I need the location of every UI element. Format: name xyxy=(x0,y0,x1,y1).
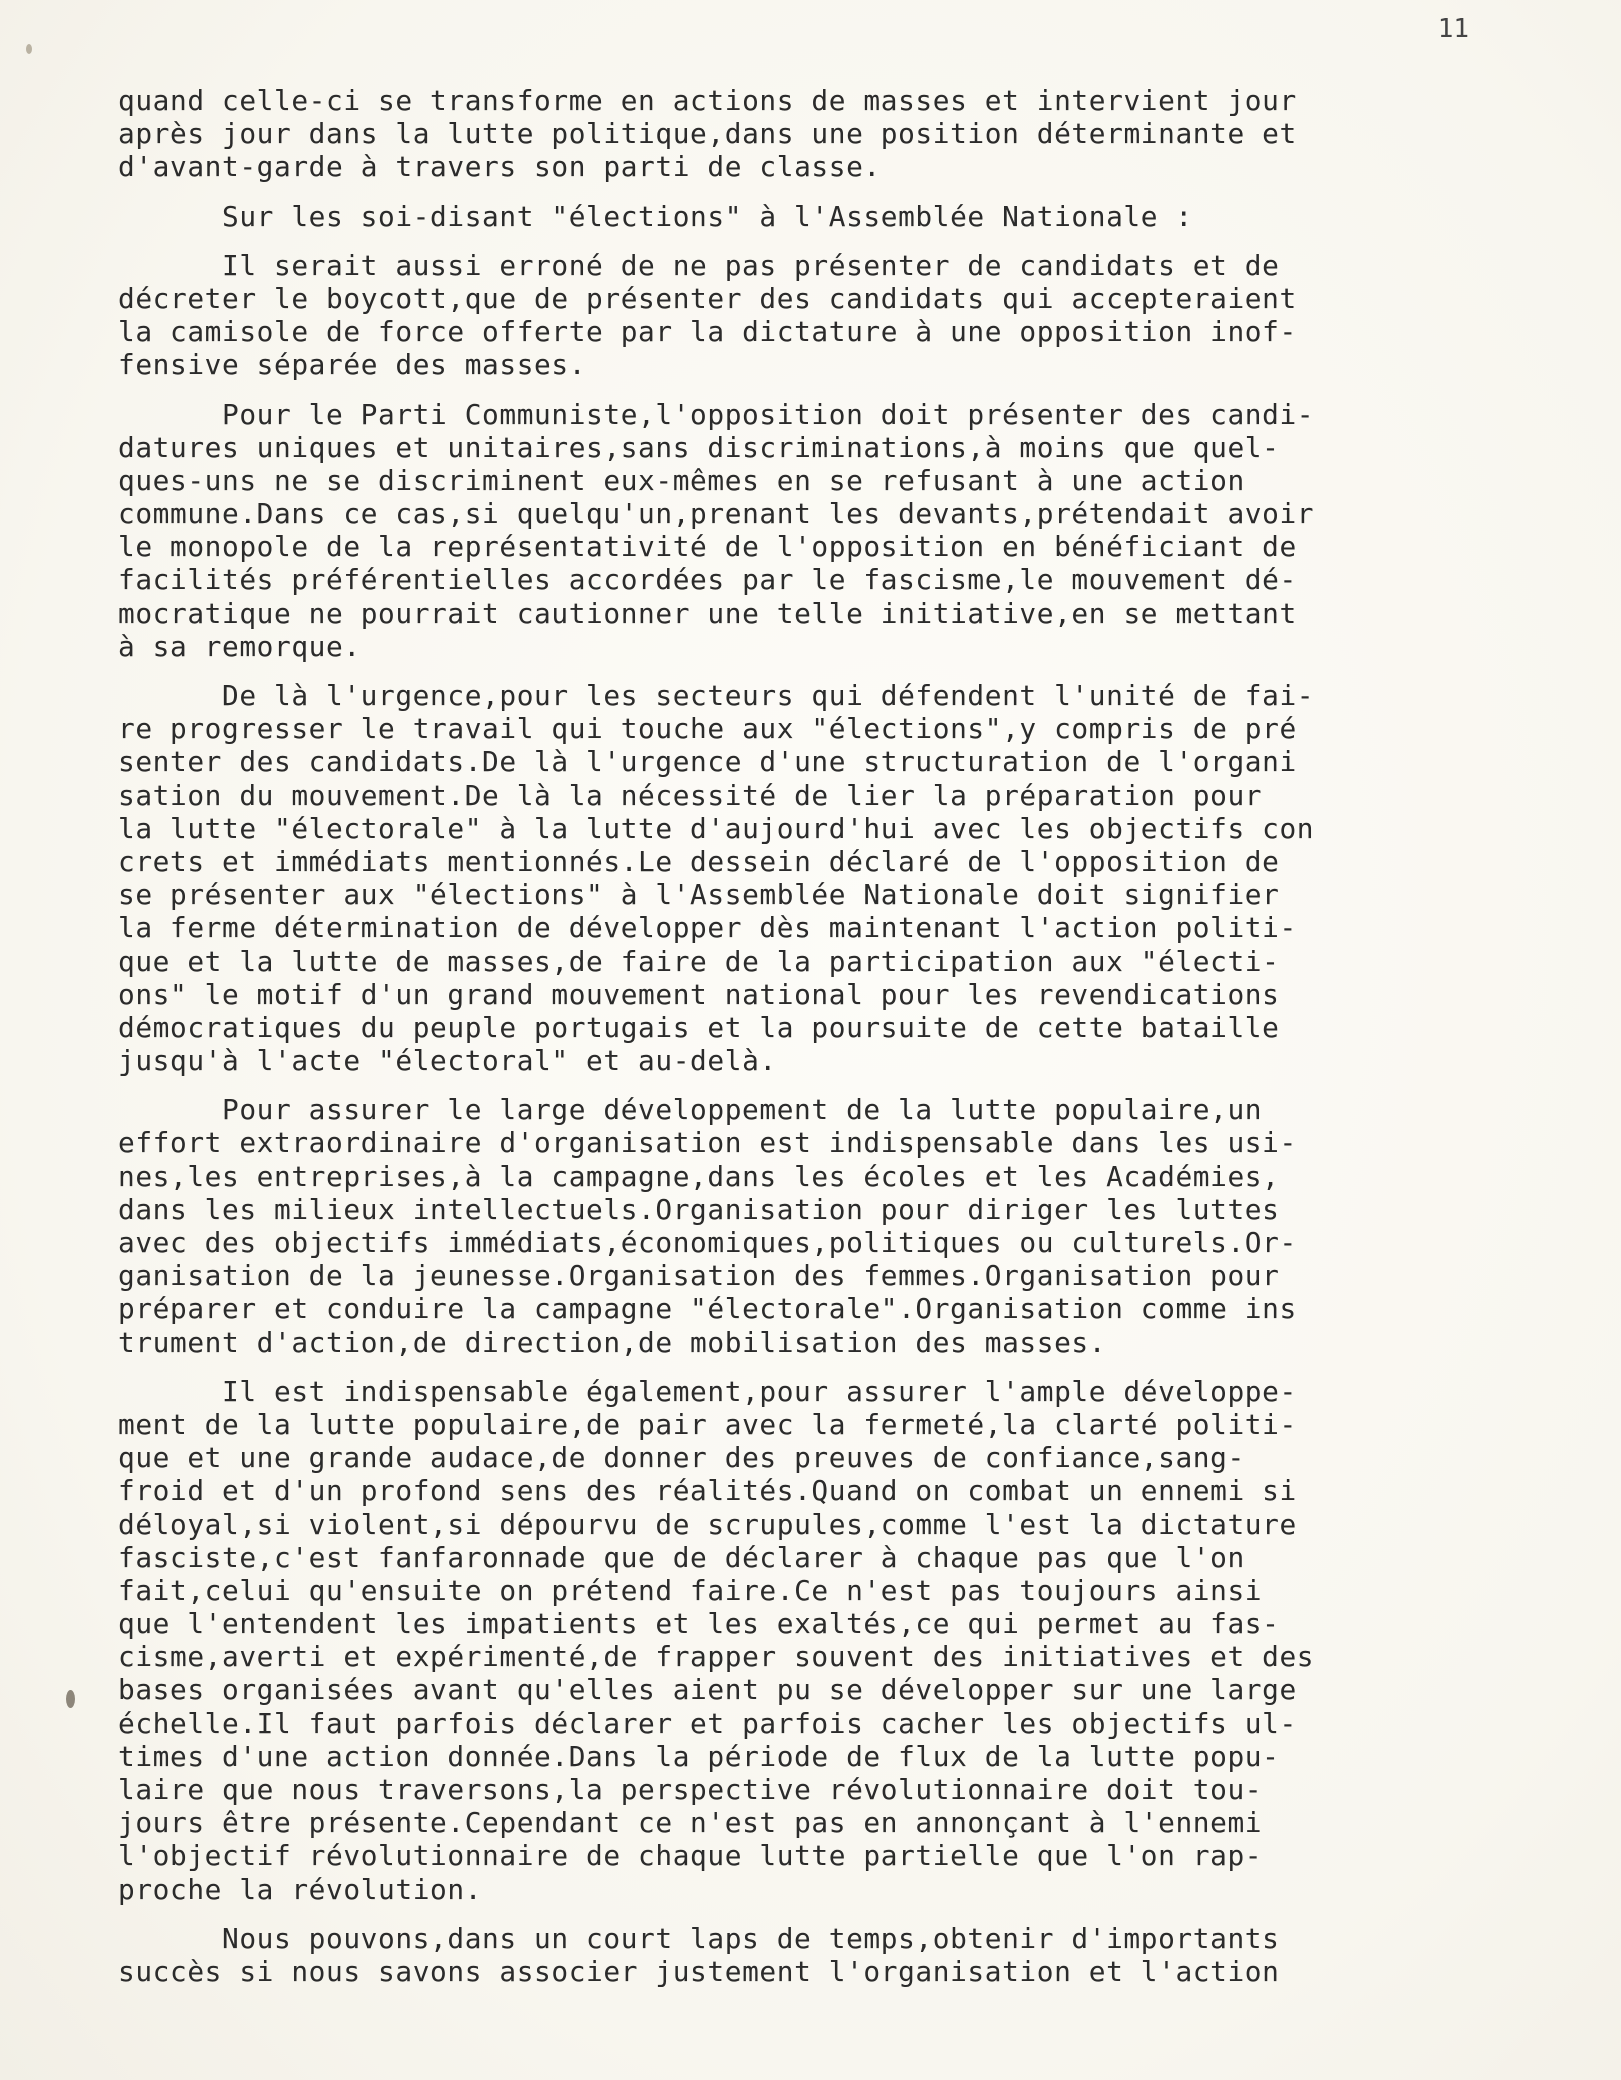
text-line: Pour assurer le large développement de la lutte populaire,un xyxy=(222,1093,1263,1127)
page-number: 11 xyxy=(1437,14,1469,44)
text-line: commune.Dans ce cas,si quelqu'un,prenant les devants,prétendait avoir xyxy=(118,497,1315,531)
section-heading xyxy=(118,200,1548,233)
text-line: à sa remorque. xyxy=(118,629,361,663)
text-line: ons" le motif d'un grand mouvement national pour les revendications xyxy=(118,977,1280,1011)
text-line: fait,celui qu'ensuite on prétend faire.Ce n'est pas toujours ainsi xyxy=(118,1573,1263,1607)
text-line: facilités préférentielles accordées par le fascisme,le mouvement dé- xyxy=(118,563,1297,597)
typed-body-text xyxy=(118,84,1548,1988)
text-line: De là l'urgence,pour les secteurs qui défendent l'unité de fai- xyxy=(222,679,1315,712)
text-line: datures uniques et unitaires,sans discriminations,à moins que quel- xyxy=(118,430,1280,464)
text-line: la ferme détermination de développer dès maintenant l'action politi- xyxy=(118,911,1297,945)
text-line: ques-uns ne se discriminent eux-mêmes en se refusant à une action xyxy=(118,463,1245,497)
paragraph xyxy=(118,679,1548,1077)
text-line: la lutte "électorale" à la lutte d'aujourd'hui avec les objectifs con xyxy=(118,811,1315,845)
paragraph xyxy=(118,1375,1548,1906)
ink-speck xyxy=(66,1690,75,1708)
paragraph xyxy=(118,84,1548,184)
text-line: d'avant-garde à travers son parti de classe. xyxy=(118,150,881,184)
text-line: jours être présente.Cependant ce n'est pas en annonçant à l'ennemi xyxy=(118,1806,1263,1840)
text-line: la camisole de force offerte par la dictature à une opposition inof- xyxy=(118,315,1297,349)
text-line: re progresser le travail qui touche aux "élections",y compris de pré xyxy=(118,712,1297,746)
text-line: dans les milieux intellectuels.Organisation pour diriger les luttes xyxy=(118,1192,1280,1226)
text-line: que et une grande audace,de donner des preuves de confiance,sang- xyxy=(118,1441,1245,1475)
text-line: le monopole de la représentativité de l'opposition en bénéficiant de xyxy=(118,530,1297,564)
text-line: échelle.Il faut parfois déclarer et parfois cacher les objectifs ul- xyxy=(118,1706,1297,1740)
text-line: Il serait aussi erroné de ne pas présenter de candidats et de xyxy=(222,248,1280,282)
text-line: décreter le boycott,que de présenter des candidats qui accepteraient xyxy=(118,281,1297,315)
text-line: déloyal,si violent,si dépourvu de scrupules,comme l'est la dictature xyxy=(118,1507,1297,1541)
paragraph xyxy=(118,1093,1548,1359)
text-line: nes,les entreprises,à la campagne,dans les écoles et les Académies, xyxy=(118,1159,1280,1193)
text-line: Il est indispensable également,pour assurer l'ample développe- xyxy=(222,1374,1297,1408)
text-line: jusqu'à l'acte "électoral" et au-delà. xyxy=(118,1044,777,1078)
ink-speck xyxy=(26,44,32,54)
paragraph xyxy=(118,398,1548,664)
text-line: proche la révolution. xyxy=(118,1872,483,1906)
text-line: succès si nous savons associer justement l'organisation et l'action xyxy=(118,1954,1280,1988)
text-line: l'objectif révolutionnaire de chaque lutte partielle que l'on rap- xyxy=(118,1839,1263,1873)
text-line: times d'une action donnée.Dans la période de flux de la lutte popu- xyxy=(118,1739,1280,1773)
text-line: préparer et conduire la campagne "électorale".Organisation comme ins xyxy=(118,1292,1297,1326)
text-line: mocratique ne pourrait cautionner une telle initiative,en se mettant xyxy=(118,596,1297,630)
text-line: avec des objectifs immédiats,économiques,politiques ou culturels.Or- xyxy=(118,1226,1297,1259)
text-line: que et la lutte de masses,de faire de la participation aux "électi- xyxy=(118,944,1280,978)
text-line: senter des candidats.De là l'urgence d'une structuration de l'organi xyxy=(118,745,1297,779)
text-line: quand celle-ci se transforme en actions de masses et intervient jour xyxy=(118,84,1297,117)
paragraph xyxy=(118,1922,1548,1988)
text-line: Nous pouvons,dans un court laps de temps,obtenir d'importants xyxy=(222,1921,1280,1955)
text-line: froid et d'un profond sens des réalités.Quand on combat un ennemi si xyxy=(118,1474,1297,1508)
paragraph xyxy=(118,249,1548,382)
text-line: crets et immédiats mentionnés.Le dessein déclaré de l'opposition de xyxy=(118,844,1280,878)
text-line: démocratiques du peuple portugais et la poursuite de cette bataille xyxy=(118,1010,1280,1044)
text-line: se présenter aux "élections" à l'Assemblée Nationale doit signifier xyxy=(118,878,1280,912)
text-line: que l'entendent les impatients et les exaltés,ce qui permet au fas- xyxy=(118,1607,1280,1641)
text-line: ment de la lutte populaire,de pair avec la fermeté,la clarté politi- xyxy=(118,1407,1297,1441)
text-line: cisme,averti et expérimenté,de frapper souvent des initiatives et des xyxy=(118,1640,1315,1674)
text-line: Pour le Parti Communiste,l'opposition doit présenter des candi- xyxy=(222,397,1315,431)
text-line: laire que nous traversons,la perspective révolutionnaire doit tou- xyxy=(118,1773,1263,1806)
text-line: sation du mouvement.De là la nécessité de lier la préparation pour xyxy=(118,778,1263,812)
text-line: fasciste,c'est fanfaronnade que de déclarer à chaque pas que l'on xyxy=(118,1540,1245,1574)
section-heading-text: Sur les soi-disant "élections" à l'Assemblée Nationale : xyxy=(222,199,1193,233)
text-line: bases organisées avant qu'elles aient pu se développer sur une large xyxy=(118,1673,1297,1707)
text-line: ganisation de la jeunesse.Organisation des femmes.Organisation pour xyxy=(118,1259,1280,1293)
text-line: fensive séparée des masses. xyxy=(118,348,587,382)
text-line: effort extraordinaire d'organisation est indispensable dans les usi- xyxy=(118,1126,1297,1160)
text-line: après jour dans la lutte politique,dans une position déterminante et xyxy=(118,117,1297,151)
text-line: trument d'action,de direction,de mobilisation des masses. xyxy=(118,1325,1107,1359)
